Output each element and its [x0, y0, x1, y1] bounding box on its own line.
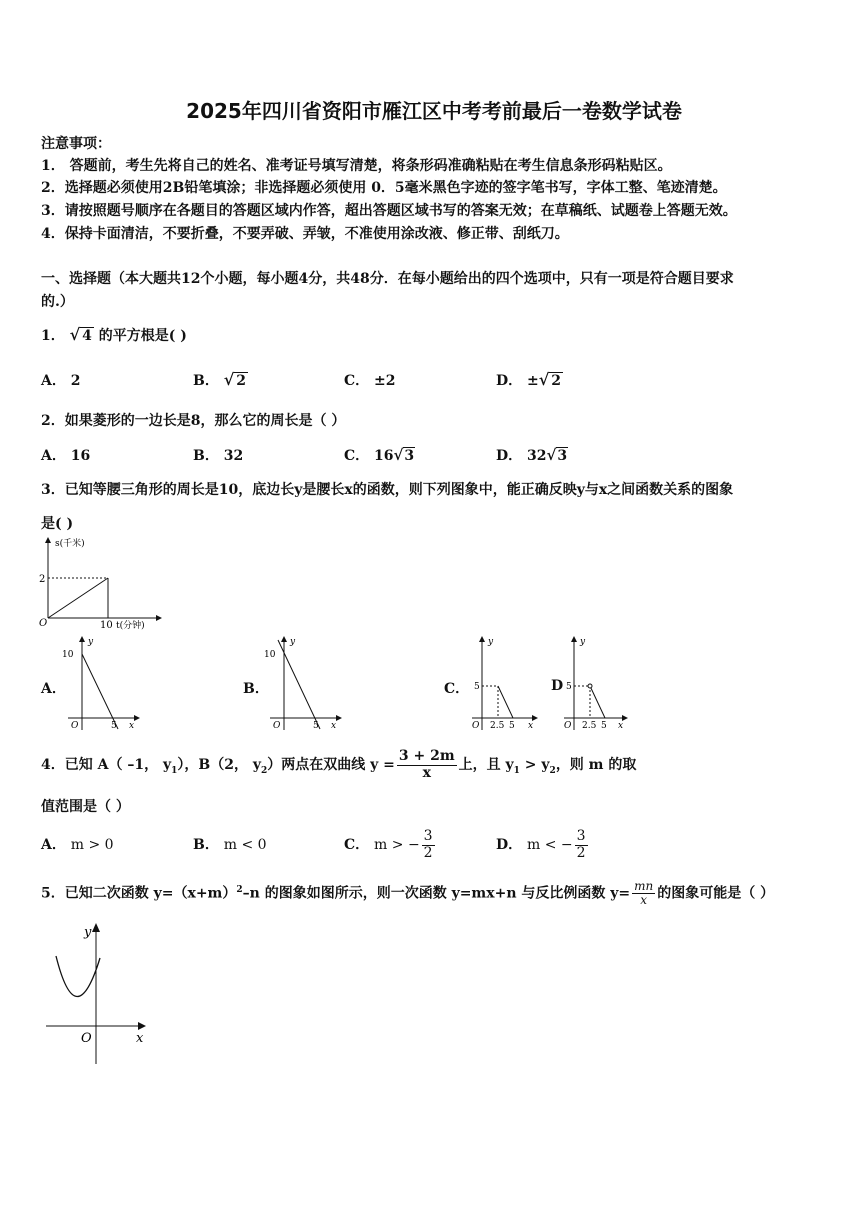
x-tick-2: 5: [601, 721, 607, 731]
q1-option-a: [41, 370, 81, 390]
fraction-numerator: 3 + 2m: [398, 748, 455, 765]
origin-label: O: [564, 721, 572, 731]
q4-sub: 1: [171, 765, 178, 776]
fraction-numerator: 3: [423, 828, 433, 845]
q4-text: ，则 m 的取: [555, 757, 637, 773]
option-label: D．: [496, 373, 523, 389]
fraction-denominator: 2: [423, 844, 433, 861]
q5-text: 5．已知二次函数 y=（x+m）: [41, 885, 237, 902]
option-label: A．: [41, 837, 66, 853]
q3-option-c-label: C．: [444, 681, 470, 697]
y-label: y: [290, 637, 296, 647]
q4-option-a: [41, 825, 114, 865]
x-tick: 5: [313, 721, 319, 731]
section1-line1: 一、选择题（本大题共12个小题，每小题4分，共48分．在每小题给出的四个选项中，只有一项是符合题目要求: [41, 271, 734, 287]
q3-option-d-graph: [558, 632, 633, 732]
option-radicand: 3: [557, 448, 568, 464]
option-coef: 16: [374, 448, 394, 464]
parabola-curve: [56, 956, 100, 997]
notice-item-4: 4．保持卡面清洁，不要折叠，不要弄破、弄皱，不准使用涂改液、修正带、刮纸刀。: [41, 226, 569, 242]
q5-text: 的图象可能是（ ）: [657, 885, 775, 902]
x-label: x: [129, 721, 135, 731]
q5-parabola-graph: [40, 918, 160, 1068]
y-axis-arrow: [571, 636, 577, 642]
option-fraction: [422, 829, 435, 861]
origin-label: O: [71, 721, 79, 731]
open-point: [588, 684, 592, 688]
x-tick-1: 2.5: [490, 721, 505, 731]
option-value: m < −: [527, 837, 573, 853]
q2-option-d: D． 32√3: [496, 446, 568, 464]
y-tick: 10: [264, 650, 276, 660]
option-value: 2: [70, 373, 81, 389]
x-axis-arrow: [336, 715, 342, 721]
q4-sub: 1: [513, 765, 520, 776]
notice-item-1: 1． 答题前，考生先将自己的姓名、准考证号填写清楚，将条形码准确粘贴在考生信息条形码粘贴区。: [41, 158, 672, 174]
origin-label: O: [273, 721, 281, 731]
graph-line: [48, 578, 108, 618]
page-title: 2025年四川省资阳市雁江区中考考前最后一卷数学试卷: [186, 99, 682, 123]
y-tick: 5: [474, 682, 480, 692]
y-label: y: [84, 925, 92, 940]
option-value: ±2: [374, 373, 396, 389]
question-2: 2．如果菱形的一边长是8，那么它的周长是（ ）: [41, 413, 346, 429]
x-label: x: [136, 1031, 144, 1046]
question-3-line1: 3．已知等腰三角形的周长是10，底边长y是腰长x的函数，则下列图象中，能正确反映y与x之间函数关系的图象: [41, 482, 734, 498]
q3-distance-time-graph: [36, 535, 166, 632]
q3-option-b-label: B．: [243, 681, 269, 697]
fraction-denominator: 2: [576, 844, 586, 861]
q5-fraction: [632, 880, 655, 907]
q2-option-a: [41, 445, 90, 465]
q1-option-b: B． √ 2: [193, 370, 246, 389]
q1-stem: 的平方根是( ): [98, 328, 187, 344]
y-axis-arrow: [479, 636, 485, 642]
y-label: y: [488, 637, 494, 647]
x-label: x: [331, 721, 337, 731]
q1-radicand: 4: [82, 328, 92, 344]
fraction-numerator: mn: [634, 878, 654, 893]
origin-label: O: [81, 1031, 92, 1046]
question-1: [41, 325, 187, 345]
x-tick: 10: [100, 620, 113, 631]
q4-fraction: [397, 749, 457, 781]
q1-number: 1．: [41, 328, 65, 344]
q4-text: ）两点在双曲线 y =: [267, 757, 395, 773]
x-tick: 5: [111, 721, 117, 731]
y-label: y: [580, 637, 586, 647]
fraction-numerator: 3: [576, 828, 586, 845]
q1-radical: √ 4: [69, 325, 92, 344]
x-tick-1: 2.5: [582, 721, 597, 731]
y-axis-arrow: [79, 636, 85, 642]
q2-option-c: C． 16√3: [344, 446, 415, 464]
q1-option-d: D． ±√ 2: [496, 370, 562, 389]
y-label: s(千米): [55, 539, 85, 549]
q4-text: ），B（2， y: [177, 757, 261, 773]
option-value: m > 0: [70, 837, 114, 853]
q4-text: 上，且 y: [458, 757, 514, 773]
notice-heading: 注意事项：: [41, 136, 111, 152]
q3-option-d-label: D: [551, 678, 564, 694]
notice-item-3: 3．请按照题号顺序在各题目的答题区域内作答，超出答题区域书写的答案无效；在草稿纸、试题卷上答题无效。: [41, 203, 737, 219]
option-label: C．: [344, 373, 370, 389]
option-label: C．: [344, 837, 370, 853]
x-axis-arrow: [134, 715, 140, 721]
q1-option-c: [344, 370, 396, 390]
option-label: D．: [496, 837, 523, 853]
q4-text: > y: [519, 757, 550, 773]
option-pm: ±: [527, 373, 539, 389]
option-label: A．: [41, 373, 66, 389]
y-tick: 2: [39, 574, 46, 585]
q5-sup: 2: [236, 885, 243, 895]
fraction-denominator: x: [422, 764, 431, 781]
q3-option-c-graph: [466, 632, 541, 732]
option-label: D．: [496, 448, 523, 464]
x-label: x: [528, 721, 534, 731]
option-value: m < 0: [223, 837, 267, 853]
y-label: y: [88, 637, 94, 647]
notice-item-2: 2．选择题必须使用2B铅笔填涂；非选择题必须使用 0．5毫米黑色字迹的签字笔书写，字体工整、笔迹清楚。: [41, 180, 727, 196]
q4-sub: 2: [260, 765, 268, 776]
option-label: B．: [193, 373, 219, 389]
option-label: B．: [193, 448, 219, 464]
q3-option-a-label: A．: [41, 681, 66, 697]
option-value: 32: [223, 448, 244, 464]
section1-line2: 的.）: [41, 294, 74, 310]
y-tick: 10: [62, 650, 74, 660]
option-value: m > −: [374, 837, 420, 853]
option-radicand: 2: [236, 373, 246, 389]
y-tick: 5: [566, 682, 572, 692]
question-4-line2: 值范围是（ ）: [41, 799, 130, 815]
x-axis-arrow: [156, 615, 162, 621]
x-axis-arrow: [138, 1022, 146, 1030]
graph-line: [590, 686, 605, 718]
option-radicand: 3: [404, 448, 415, 464]
fraction-denominator: x: [640, 893, 648, 908]
question-3-line2: 是( ): [41, 516, 74, 532]
origin-label: O: [39, 618, 48, 629]
y-axis-arrow: [92, 923, 100, 932]
option-fraction: [575, 829, 588, 861]
question-4-line1: [41, 745, 636, 791]
graph-line: [498, 686, 513, 718]
option-label: B．: [193, 837, 219, 853]
x-tick-2: 5: [509, 721, 515, 731]
option-label: A．: [41, 448, 66, 464]
q3-option-a-graph: [60, 632, 142, 732]
q2-option-b: [193, 445, 243, 465]
y-axis-arrow: [45, 537, 51, 543]
q4-text: 4．已知 A（ –1， y: [41, 757, 172, 773]
option-coef: 32: [527, 448, 547, 464]
q5-text: –n 的图象如图所示，则一次函数 y=mx+n 与反比例函数 y=: [242, 885, 631, 902]
question-5: [41, 870, 774, 914]
y-axis-arrow: [281, 636, 287, 642]
q4-option-d: [496, 825, 590, 865]
option-label: C．: [344, 448, 370, 464]
origin-label: O: [472, 721, 480, 731]
x-label: t(分钟): [116, 621, 145, 631]
q3-option-b-graph: [262, 632, 344, 732]
q4-option-c: [344, 825, 437, 865]
option-radicand: 2: [551, 373, 562, 389]
x-label: x: [618, 721, 624, 731]
q4-sub: 2: [549, 765, 556, 776]
q4-option-b: [193, 825, 267, 865]
option-value: 16: [70, 448, 91, 464]
